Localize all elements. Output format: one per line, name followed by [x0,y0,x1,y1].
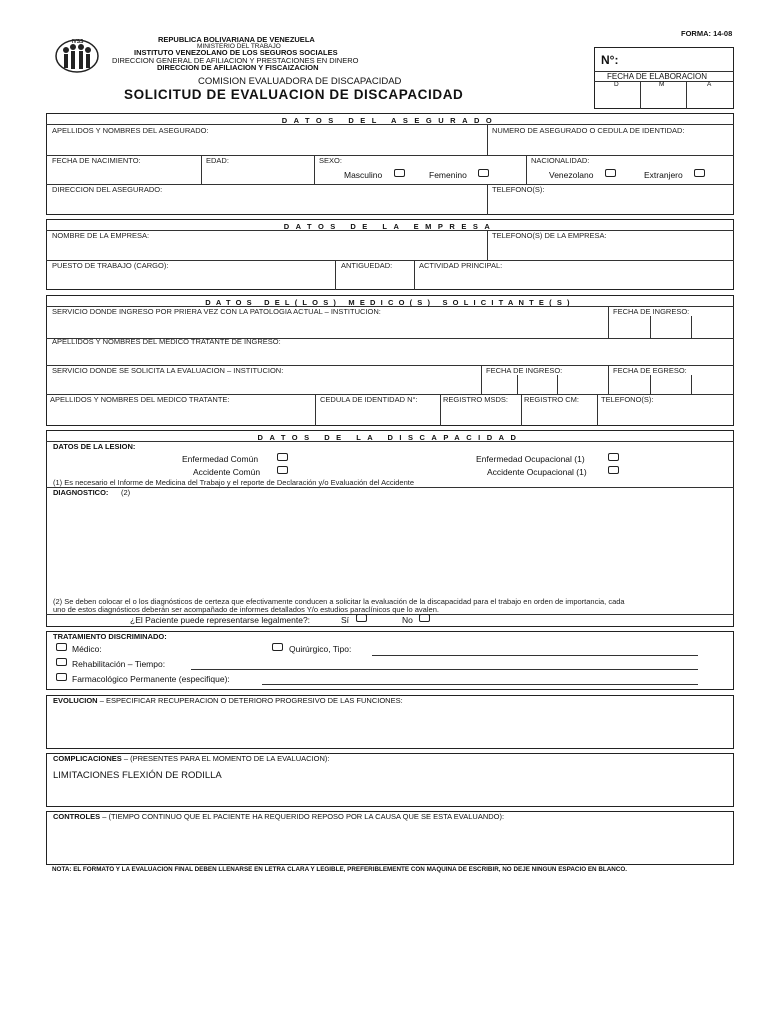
servicio-evaluacion-label: SERVICIO DONDE SE SOLICITA LA EVALUACION – INSTITUCION: [52,366,284,375]
apellidos-tratante-ingreso-label: APELLIDOS Y NOMBRES DEL MEDICO TRATANTE DE INGRESO: [52,337,281,346]
complicaciones-title: COMPLICACIONES [53,754,122,763]
footer-nota: NOTA: EL FORMATO Y LA EVALUACION FINAL DEBEN LLENARSE EN LETRA CLARA Y LEGIBLE, PREFERIBLEMENTE CON MAQUINA DE ESCRIBIR, NO DEJE NINGUN ESPACIO EN BLANCO. [52,866,628,873]
fecha-a-label: A [707,81,712,88]
fecha-d-label: D [614,81,619,88]
form-code: FORMA: 14-08 [681,29,733,38]
representarse-question: ¿El Paciente puede representarse legalmente?: [130,615,311,625]
venezolano-label: Venezolano [549,170,594,180]
registro-msds-label: REGISTRO MSDS: [443,395,509,404]
complicaciones-desc: – (PRESENTES PARA EL MOMENTO DE LA EVALUACION): [123,754,330,763]
quirurgico-line[interactable] [372,655,698,656]
nombre-empresa-label: NOMBRE DE LA EMPRESA: [52,231,150,240]
controles-label [53,813,504,821]
section-medico-title: DATOS DEL(LOS) MEDICO(S) SOLICITANTE(S) [205,298,575,307]
sexo-label: SEXO: [319,156,342,165]
enfermedad-comun-checkbox[interactable] [277,453,288,461]
numero-label: N°: [601,53,619,67]
complicaciones-label [53,755,329,763]
tratamiento-label: TRATAMIENTO DISCRIMINADO: [53,632,167,641]
numero-asegurado-label: NUMERO DE ASEGURADO O CEDULA DE IDENTIDAD: [492,126,685,135]
fecha-m-label: M [659,81,665,88]
evolucion-label [53,697,403,705]
accidente-ocupacional-label: Accidente Ocupacional (1) [487,467,587,477]
venezolano-checkbox[interactable] [605,169,616,177]
header-direccion-general: DIRECCION GENERAL DE AFILIACION Y PRESTACIONES EN DINERO [112,56,359,65]
direccion-label: DIRECCION DEL ASEGURADO: [52,185,163,194]
no-label: No [402,615,413,625]
apellidos-label: APELLIDOS Y NOMBRES DEL ASEGURADO: [52,126,209,135]
telefonos-asegurado-label: TELEFONO(S): [492,185,545,194]
page-title: SOLICITUD DE EVALUACION DE DISCAPACIDAD [124,87,464,102]
nota-2-line-1: (2) Se deben colocar el o los diagnósticos de certeza que efectivamente conducen a solicitar la evaluación de la discapacidad para el trabajo en orden de importancia, cada [53,597,625,606]
datos-lesion-label: DATOS DE LA LESION: [53,442,136,451]
servicio-ingreso-label: SERVICIO DONDE INGRESO POR PRIERA VEZ CON LA PATOLOGIA ACTUAL – INSTITUCION: [52,307,381,316]
diagnostico-label: DIAGNOSTICO: [53,488,109,497]
extranjero-label: Extranjero [644,170,683,180]
si-label: Sí [341,615,350,625]
femenino-checkbox[interactable] [478,169,489,177]
femenino-label: Femenino [429,170,467,180]
farmacologico-label: Farmacológico Permanente (especifique): [72,674,230,684]
accidente-comun-label: Accidente Común [193,467,261,477]
quirurgico-checkbox[interactable] [272,643,283,651]
enfermedad-ocupacional-checkbox[interactable] [608,453,619,461]
farmacologico-line[interactable] [262,684,698,685]
evolucion-title: EVOLUCION [53,696,98,705]
controles-title: CONTROLES [53,812,101,821]
telefonos-medico-label: TELEFONO(S): [601,395,654,404]
section-empresa-title: DATOS DE LA EMPRESA [283,222,497,231]
header-ministerio: MINISTERIO DEL TRABAJO [197,43,281,50]
fecha-elaboracion-label: FECHA DE ELABORACION [607,72,708,81]
ivss-logo-icon [54,38,100,74]
accidente-comun-checkbox[interactable] [277,466,288,474]
evolucion-desc: – ESPECIFICAR RECUPERACION O DETERIORO PROGRESIVO DE LAS FUNCIONES: [99,696,403,705]
farmacologico-checkbox[interactable] [56,673,67,681]
nota-2-line-2: uno de estos diagnósticos deberán ser acompañado de informes detallados Y/o estudios paraclínicos que lo avalen. [53,605,439,614]
nacionalidad-label: NACIONALIDAD: [531,156,590,165]
complicaciones-value[interactable]: LIMITACIONES FLEXIÓN DE RODILLA [53,770,222,781]
svg-text:IVSS: IVSS [72,39,84,45]
actividad-label: ACTIVIDAD PRINCIPAL: [419,261,503,270]
fecha-ingreso-2-label: FECHA DE INGRESO: [486,366,563,375]
cedula-label: CEDULA DE IDENTIDAD N°: [320,395,418,404]
masculino-label: Masculino [344,170,383,180]
fecha-egreso-label: FECHA DE EGRESO: [613,366,687,375]
diagnostico-ref: (2) [121,488,131,497]
apellidos-tratante-label: APELLIDOS Y NOMBRES DEL MEDICO TRATANTE: [50,395,230,404]
fecha-nacimiento-label: FECHA DE NACIMIENTO: [52,156,141,165]
rehabilitacion-label: Rehabilitación – Tiempo: [72,659,166,669]
header-republica: REPUBLICA BOLIVARIANA DE VENEZUELA [158,35,315,44]
medico-tratamiento-label: Médico: [72,644,102,654]
quirurgico-label: Quirúrgico, Tipo: [289,644,352,654]
diagnostico-area[interactable] [52,500,728,594]
header-instituto: INSTITUTO VENEZOLANO DE LOS SEGUROS SOCIALES [134,48,338,57]
antiguedad-label: ANTIGUEDAD: [341,261,393,270]
enfermedad-ocupacional-label: Enfermedad Ocupacional (1) [476,454,585,464]
section-discapacidad-title: DATOS DE LA DISCAPACIDAD [257,433,523,442]
telefonos-empresa-label: TELEFONO(S) DE LA EMPRESA: [492,231,607,240]
no-checkbox[interactable] [419,614,430,622]
rehabilitacion-line[interactable] [191,669,698,670]
masculino-checkbox[interactable] [394,169,405,177]
controles-desc: – (TIEMPO CONTINUO QUE EL PACIENTE HA REQUERIDO REPOSO POR LA CAUSA QUE SE ESTA EVALUANDO): [102,812,505,821]
si-checkbox[interactable] [356,614,367,622]
rehabilitacion-checkbox[interactable] [56,658,67,666]
header-direccion: DIRECCION DE AFILIACION Y FISCAIZACION [157,63,319,72]
accidente-ocupacional-checkbox[interactable] [608,466,619,474]
fecha-ingreso-1-label: FECHA DE INGRESO: [613,307,690,316]
comision-title: COMISION EVALUADORA DE DISCAPACIDAD [198,76,402,87]
medico-checkbox[interactable] [56,643,67,651]
registro-cm-label: REGISTRO CM: [524,395,580,404]
enfermedad-comun-label: Enfermedad Común [182,454,259,464]
extranjero-checkbox[interactable] [694,169,705,177]
puesto-label: PUESTO DE TRABAJO (CARGO): [52,261,169,270]
edad-label: EDAD: [206,156,229,165]
nota-1: (1) Es necesario el Informe de Medicina del Trabajo y el reporte de Declaración y/o Evaluación del Accidente [53,478,415,487]
section-asegurado-title: DATOS DEL ASEGURADO [281,116,499,125]
